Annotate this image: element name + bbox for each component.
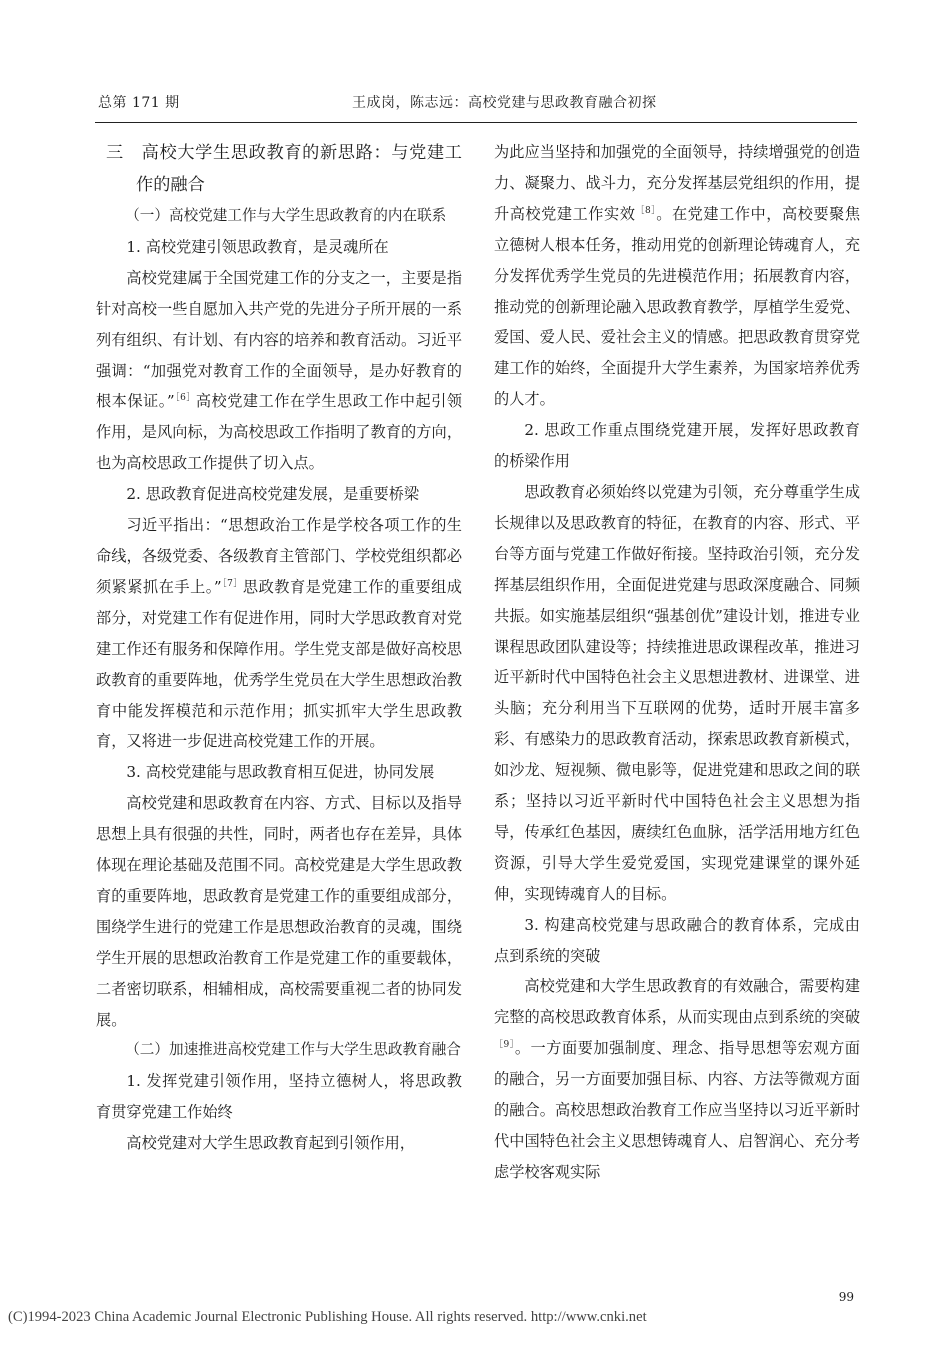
item-title-4: 1. 发挥党建引领作用，坚持立德树人，将思政教育贯穿党建工作始终 <box>96 1072 462 1122</box>
paragraph-1 <box>96 263 462 479</box>
item-title-3: 3. 高校党建能与思政教育相互促进，协同发展 <box>126 763 435 782</box>
journal-issue: 总第 171 期 <box>98 95 180 111</box>
right-column <box>494 137 860 1188</box>
paragraph-3: 高校党建和思政教育在内容、方式、目标以及指导思想上具有很强的共性，同时，两者也存在差异，具体体现在理论基础及范围不同。高校党建是大学生思政教育的重要阵地，思政教育是党建工作的重要组成部分，围绕学生进行的党建工作是思想政治教育的灵魂，围绕学生开展的思想政治教育工作是党建工作的重要载体，二者密切联系，相辅相成，高校需要重视二者的协同发展。 <box>96 794 462 1029</box>
paragraph-5: 思政教育必须始终以党建为引领，充分尊重学生成长规律以及思政教育的特征，在教育的内容、形式、平台等方面与党建工作做好衔接。坚持政治引领，充分发挥基层组织作用，全面促进党建与思政深度融合、同频共振。如实施基层组织“强基创优”建设计划，推进专业课程思政团队建设等；持续推进思政课程改革，推进习近平新时代中国特色社会主义思想进教材、进课堂、进头脑；充分利用当下互联网的优势，适时开展丰富多彩、有感染力的思政教育活动，探索思政教育新模式，如沙龙、短视频、微电影等，促进党建和思政之间的联系；坚持以习近平新时代中国特色社会主义思想为指导，传承红色基因，赓续红色血脉，活学活用地方红色资源，引导大学生爱党爱国，实现党建课堂的课外延伸，实现铸魂育人的目标。 <box>494 482 860 903</box>
paragraph-1-text-a: 高校党建属于全国党建工作的分支之一，主要是指针对高校一些自愿加入共产党的先进分子所开展的一系列有组织、有计划、有内容的培养和教育活动。习近平强调：“加强党对教育工作的全面领导，是办好教育的根本保证。” <box>96 268 462 411</box>
paragraph-4-continued-text-a: 为此应当坚持和加强党的全面领导，持续增强党的创造力、凝聚力、战斗力，充分发挥基层党组织的作用，提升高校党建工作实效 <box>494 143 860 223</box>
paragraph-6-text-b: 。一方面要加强制度、理念、指导思想等宏观方面的融合，另一方面要加强目标、内容、方法等微观方面的融合。高校思想政治教育工作应当坚持以习近平新时代中国特色社会主义思想铸魂育人、启智润心、充分考虑学校客观实际 <box>494 1039 860 1181</box>
citation-9: ［9］ <box>494 1040 515 1051</box>
citation-6: ［6］ <box>174 393 196 404</box>
paragraph-4-continued-text-b: 。在党建工作中，高校要聚焦立德树人根本任务，推动用党的创新理论铸魂育人，充分发挥优秀学生党员的先进模范作用；拓展教育内容，推动党的创新理论融入思政教育教学，厚植学生爱党、爱国、爱人民、爱社会主义的情感。把思政教育贯穿党建工作的始终，全面提升大学生素养，为国家培养优秀的人才。 <box>494 204 861 409</box>
paragraph-4: 高校党建对大学生思政教育起到引领作用， <box>126 1134 415 1153</box>
paragraph-2-text-a: 习近平指出：“思想政治工作是学校各项工作的生命线，各级党委、各级教育主管部门、学校党组织都必须紧紧抓在手上。” <box>96 516 462 596</box>
item-title-1: 1. 高校党建引领思政教育，是灵魂所在 <box>126 237 389 256</box>
item-title-2: 2. 思政教育促进高校党建发展，是重要桥梁 <box>126 485 420 504</box>
paragraph-2 <box>96 510 462 757</box>
left-column <box>96 137 462 1159</box>
section-title: 三 高校大学生思政教育的新思路：与党建工作的融合 <box>106 143 462 195</box>
citation-8: ［8］ <box>635 205 657 216</box>
citation-7: ［7］ <box>221 578 243 589</box>
paragraph-2-text-b: 思政教育是党建工作的重要组成部分，对党建工作有促进作用，同时大学思政教育对党建工作还有服务和保障作用。学生党支部是做好高校思政教育的重要阵地，优秀学生党员在大学生思想政治教育中能发挥模范和示范作用；抓实抓牢大学生思政教育，又将进一步促进高校党建工作的开展。 <box>96 577 462 751</box>
running-title: 王成岗，陈志远：高校党建与思政教育融合初探 <box>352 95 657 111</box>
paragraph-4-continued <box>494 137 860 415</box>
paragraph-6-text-a: 高校党建和大学生思政教育的有效融合，需要构建完整的高校思政教育体系，从而实现由点到系统的突破 <box>494 977 860 1027</box>
subsection-title-2: （二）加速推进高校党建工作与大学生思政教育融合 <box>125 1041 461 1059</box>
item-title-5: 2. 思政工作重点围绕党建开展，发挥好思政教育的桥梁作用 <box>494 421 860 471</box>
paragraph-6 <box>494 971 860 1187</box>
item-title-6: 3. 构建高校党建与思政融合的教育体系，完成由点到系统的突破 <box>494 915 860 965</box>
copyright-footer: (C)1994-2023 China Academic Journal Electronic Publishing House. All rights reserved. http://www.cnki.net <box>8 1309 647 1325</box>
subsection-title-1: （一）高校党建工作与大学生思政教育的内在联系 <box>125 207 447 224</box>
header-divider <box>95 122 857 123</box>
page-number: 99 <box>838 1290 854 1304</box>
paragraph-1-text-b: 高校党建工作在学生思政工作中起引领作用，是风向标，为高校思政工作指明了教育的方向，也为高校思政工作提供了切入点。 <box>96 392 463 473</box>
